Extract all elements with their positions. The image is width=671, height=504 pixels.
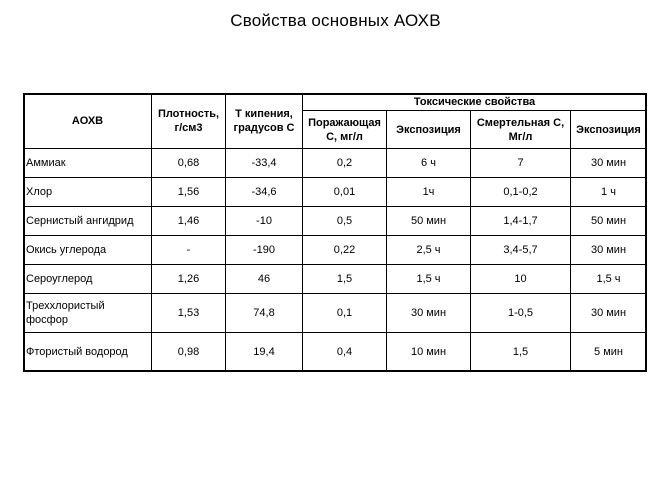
table-row bbox=[24, 236, 647, 265]
cell-exposure-1: 30 мин bbox=[387, 294, 471, 333]
cell-lethal: 7 bbox=[471, 149, 571, 178]
cell-name: Окись углерода bbox=[24, 236, 152, 265]
cell-lethal: 1-0,5 bbox=[471, 294, 571, 333]
table-row bbox=[24, 333, 647, 372]
cell-boiling: 19,4 bbox=[226, 333, 303, 372]
properties-table bbox=[23, 93, 647, 372]
header-toxic-group: Токсические свойства bbox=[303, 94, 647, 111]
table-row bbox=[24, 149, 647, 178]
cell-name: Аммиак bbox=[24, 149, 152, 178]
cell-density: - bbox=[152, 236, 226, 265]
cell-damaging: 0,22 bbox=[303, 236, 387, 265]
cell-damaging: 0,5 bbox=[303, 207, 387, 236]
cell-density: 0,68 bbox=[152, 149, 226, 178]
cell-lethal: 1,4-1,7 bbox=[471, 207, 571, 236]
cell-damaging: 1,5 bbox=[303, 265, 387, 294]
cell-damaging: 0,2 bbox=[303, 149, 387, 178]
cell-exposure-1: 2,5 ч bbox=[387, 236, 471, 265]
cell-exposure-2: 30 мин bbox=[571, 294, 647, 333]
header-damaging: Поражающая С, мг/л bbox=[303, 111, 387, 149]
page-title: Свойства основных АОХВ bbox=[230, 11, 441, 30]
header-exposure-2: Экспозиция bbox=[571, 111, 647, 149]
header-density: Плотность, г/см3 bbox=[152, 94, 226, 149]
table-row bbox=[24, 207, 647, 236]
header-lethal: Смертельная С, Мг/л bbox=[471, 111, 571, 149]
cell-name: Хлор bbox=[24, 178, 152, 207]
cell-damaging: 0,01 bbox=[303, 178, 387, 207]
cell-damaging: 0,4 bbox=[303, 333, 387, 372]
cell-exposure-2: 30 мин bbox=[571, 236, 647, 265]
cell-lethal: 3,4-5,7 bbox=[471, 236, 571, 265]
cell-exposure-1: 10 мин bbox=[387, 333, 471, 372]
cell-exposure-2: 5 мин bbox=[571, 333, 647, 372]
cell-lethal: 1,5 bbox=[471, 333, 571, 372]
cell-exposure-1: 1ч bbox=[387, 178, 471, 207]
table-row bbox=[24, 178, 647, 207]
cell-boiling: -10 bbox=[226, 207, 303, 236]
cell-density: 1,53 bbox=[152, 294, 226, 333]
header-boiling: Т кипения, градусов С bbox=[226, 94, 303, 149]
table-row bbox=[24, 294, 647, 333]
cell-exposure-2: 30 мин bbox=[571, 149, 647, 178]
cell-exposure-2: 1 ч bbox=[571, 178, 647, 207]
cell-exposure-2: 1,5 ч bbox=[571, 265, 647, 294]
cell-boiling: -34,6 bbox=[226, 178, 303, 207]
cell-name: Сернистый ангидрид bbox=[24, 207, 152, 236]
header-name: АОХВ bbox=[24, 94, 152, 149]
cell-name: Фтористый водород bbox=[24, 333, 152, 372]
cell-boiling: 46 bbox=[226, 265, 303, 294]
cell-density: 0,98 bbox=[152, 333, 226, 372]
cell-boiling: 74,8 bbox=[226, 294, 303, 333]
cell-density: 1,26 bbox=[152, 265, 226, 294]
cell-exposure-1: 50 мин bbox=[387, 207, 471, 236]
cell-name: Сероуглерод bbox=[24, 265, 152, 294]
header-exposure-1: Экспозиция bbox=[387, 111, 471, 149]
cell-boiling: -33,4 bbox=[226, 149, 303, 178]
cell-exposure-1: 6 ч bbox=[387, 149, 471, 178]
table-row bbox=[24, 265, 647, 294]
cell-damaging: 0,1 bbox=[303, 294, 387, 333]
cell-name: Треххлористый фосфор bbox=[24, 294, 152, 333]
cell-boiling: -190 bbox=[226, 236, 303, 265]
cell-lethal: 10 bbox=[471, 265, 571, 294]
cell-density: 1,46 bbox=[152, 207, 226, 236]
cell-density: 1,56 bbox=[152, 178, 226, 207]
cell-lethal: 0,1-0,2 bbox=[471, 178, 571, 207]
cell-exposure-1: 1,5 ч bbox=[387, 265, 471, 294]
cell-exposure-2: 50 мин bbox=[571, 207, 647, 236]
